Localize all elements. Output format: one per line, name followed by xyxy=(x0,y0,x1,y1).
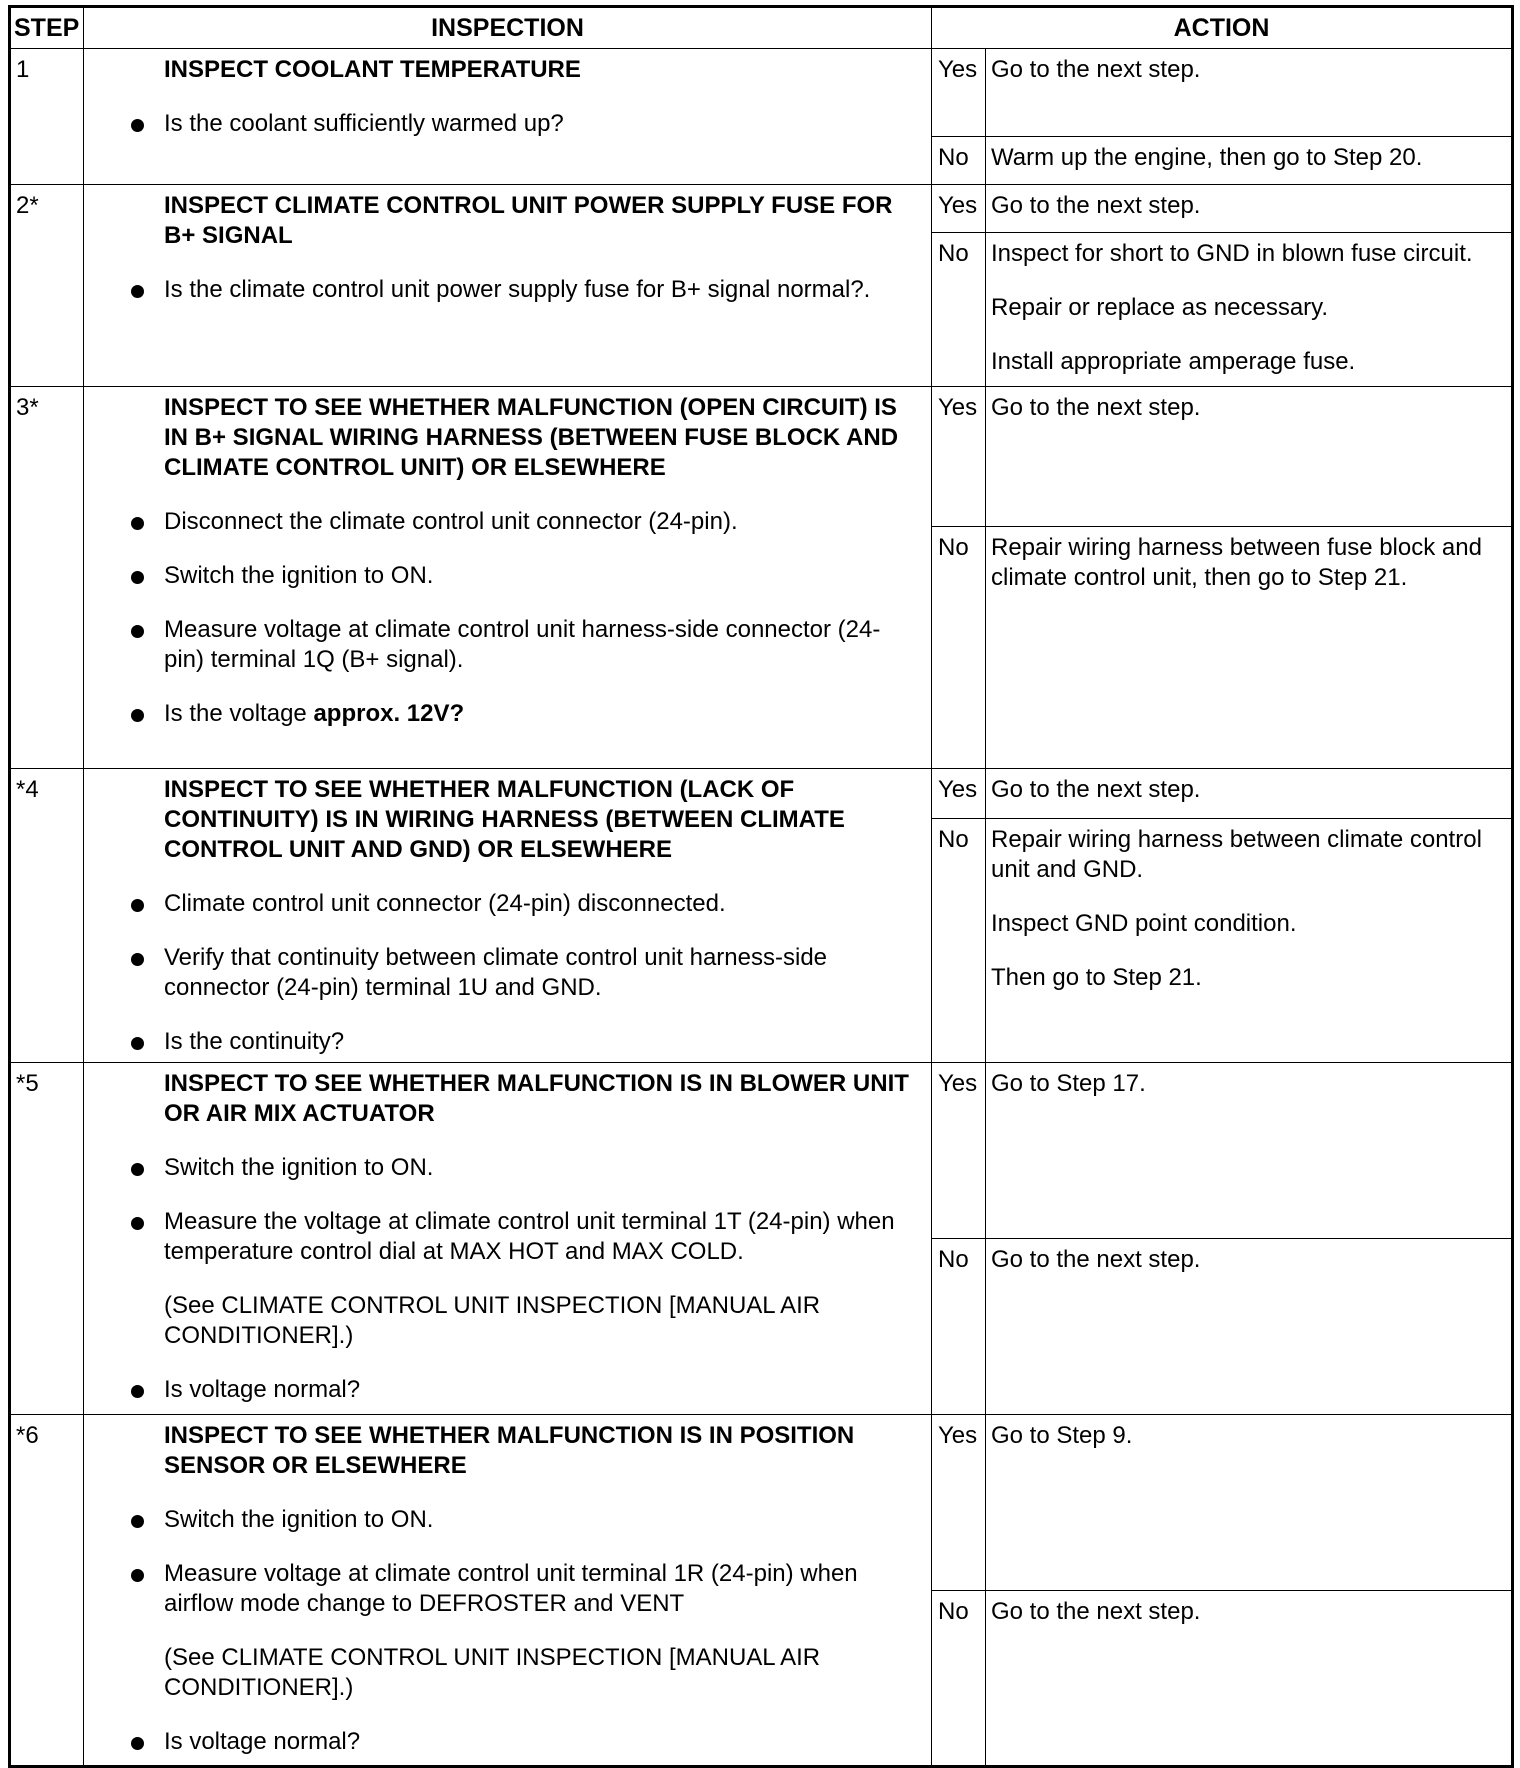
action-line: Then go to Step 21. xyxy=(991,964,1202,991)
header-row xyxy=(10,7,1513,49)
inspection-text: (See CLIMATE CONTROL UNIT INSPECTION [MANUAL AIR CONDITIONER].) xyxy=(164,1292,821,1349)
inspection-text: Is the voltage xyxy=(164,700,314,727)
inspection-bullet xyxy=(84,275,911,305)
yes-label: Yes xyxy=(932,769,986,819)
inspection-bullet xyxy=(84,1505,911,1535)
inspection-bullet xyxy=(84,889,911,919)
inspection-text: Is voltage normal? xyxy=(164,1728,361,1755)
yes-action xyxy=(986,1415,1513,1591)
yes-label: Yes xyxy=(932,1063,986,1239)
inspection-bullet xyxy=(84,1027,911,1057)
inspection-text: Is the climate control unit power supply fuse for B+ signal normal?. xyxy=(164,276,871,303)
inspection-bullet xyxy=(84,507,911,537)
no-label: No xyxy=(932,1239,986,1415)
step-row xyxy=(10,387,1513,527)
inspection-text: Is the coolant sufficiently warmed up? xyxy=(164,110,564,137)
action-line: Inspect for short to GND in blown fuse circuit. xyxy=(991,240,1473,267)
diagnostic-procedure-table xyxy=(8,5,1514,1768)
yes-action xyxy=(986,387,1513,527)
action-line: Go to the next step. xyxy=(991,56,1201,83)
inspection-title: INSPECT TO SEE WHETHER MALFUNCTION IS IN POSITION SENSOR OR ELSEWHERE xyxy=(164,1422,855,1479)
inspection-cell xyxy=(84,185,932,387)
inspection-cell xyxy=(84,1415,932,1767)
inspection-text: Switch the ignition to ON. xyxy=(164,562,434,589)
action-line: Repair wiring harness between climate control unit and GND. xyxy=(991,826,1482,883)
yes-label: Yes xyxy=(932,185,986,233)
inspection-title: INSPECT TO SEE WHETHER MALFUNCTION (LACK OF CONTINUITY) IS IN WIRING HARNESS (BETWEEN CLIMATE CONTROL UNIT AND GND) OR ELSEWHERE xyxy=(164,776,845,863)
inspection-emphasis: approx. 12V? xyxy=(313,700,465,727)
action-line: Go to the next step. xyxy=(991,394,1201,421)
no-label: No xyxy=(932,1591,986,1767)
inspection-cell xyxy=(84,49,932,185)
header-step: STEP xyxy=(10,7,84,49)
inspection-bullet xyxy=(84,943,911,1003)
yes-label: Yes xyxy=(932,1415,986,1591)
step-number: *5 xyxy=(10,1063,84,1415)
step-row xyxy=(10,185,1513,233)
step-number: *4 xyxy=(10,769,84,1063)
inspection-text: Is voltage normal? xyxy=(164,1376,361,1403)
inspection-text: Is the continuity? xyxy=(164,1028,345,1055)
no-action xyxy=(986,1591,1513,1767)
no-label: No xyxy=(932,137,986,185)
inspection-text: Verify that continuity between climate control unit harness-side connector (24-pin) terminal 1U and GND. xyxy=(164,944,828,1001)
inspection-cell xyxy=(84,769,932,1063)
action-line: Go to the next step. xyxy=(991,776,1201,803)
inspection-bullet xyxy=(84,699,911,729)
yes-action xyxy=(986,49,1513,137)
yes-action xyxy=(986,1063,1513,1239)
yes-label: Yes xyxy=(932,49,986,137)
action-line: Repair wiring harness between fuse block and climate control unit, then go to Step 21. xyxy=(991,534,1482,591)
inspection-text: Disconnect the climate control unit connector (24-pin). xyxy=(164,508,738,535)
action-line: Go to Step 9. xyxy=(991,1422,1133,1449)
inspection-bullet xyxy=(84,561,911,591)
step-row xyxy=(10,1415,1513,1591)
yes-action xyxy=(986,769,1513,819)
action-line: Repair or replace as necessary. xyxy=(991,294,1329,321)
action-line: Go to the next step. xyxy=(991,1246,1201,1273)
inspection-text: Measure voltage at climate control unit terminal 1R (24-pin) when airflow mode change to DEFROSTER and VENT xyxy=(164,1560,858,1617)
action-line: Warm up the engine, then go to Step 20. xyxy=(991,144,1423,171)
action-line: Go to Step 17. xyxy=(991,1070,1146,1097)
step-row xyxy=(10,49,1513,137)
inspection-bullet xyxy=(84,1153,911,1183)
step-number: *6 xyxy=(10,1415,84,1767)
no-action xyxy=(986,233,1513,387)
yes-label: Yes xyxy=(932,387,986,527)
inspection-bullet xyxy=(84,1375,911,1405)
step-row xyxy=(10,1063,1513,1239)
inspection-text: (See CLIMATE CONTROL UNIT INSPECTION [MANUAL AIR CONDITIONER].) xyxy=(164,1644,821,1701)
inspection-text: Switch the ignition to ON. xyxy=(164,1154,434,1181)
step-number: 3* xyxy=(10,387,84,769)
header-action: ACTION xyxy=(932,7,1513,49)
action-line: Inspect GND point condition. xyxy=(991,910,1297,937)
no-label: No xyxy=(932,527,986,769)
inspection-note xyxy=(84,1291,911,1351)
inspection-cell xyxy=(84,387,932,769)
inspection-title: INSPECT COOLANT TEMPERATURE xyxy=(164,56,581,83)
action-line: Install appropriate amperage fuse. xyxy=(991,348,1356,375)
action-line: Go to the next step. xyxy=(991,192,1201,219)
inspection-title: INSPECT TO SEE WHETHER MALFUNCTION IS IN BLOWER UNIT OR AIR MIX ACTUATOR xyxy=(164,1070,909,1127)
inspection-note xyxy=(84,1643,911,1703)
no-action xyxy=(986,137,1513,185)
no-label: No xyxy=(932,819,986,1063)
header-inspection: INSPECTION xyxy=(84,7,932,49)
inspection-text: Climate control unit connector (24-pin) disconnected. xyxy=(164,890,726,917)
no-action xyxy=(986,527,1513,769)
inspection-bullet xyxy=(84,615,911,675)
step-number: 2* xyxy=(10,185,84,387)
inspection-text: Measure the voltage at climate control unit terminal 1T (24-pin) when temperature control dial at MAX HOT and MAX COLD. xyxy=(164,1208,895,1265)
inspection-bullet xyxy=(84,1559,911,1619)
inspection-cell xyxy=(84,1063,932,1415)
inspection-text: Switch the ignition to ON. xyxy=(164,1506,434,1533)
inspection-text: Measure voltage at climate control unit harness-side connector (24-pin) terminal 1Q (B+ signal). xyxy=(164,616,881,673)
step-number: 1 xyxy=(10,49,84,185)
no-action xyxy=(986,1239,1513,1415)
inspection-bullet xyxy=(84,1207,911,1267)
inspection-bullet xyxy=(84,109,911,139)
no-action xyxy=(986,819,1513,1063)
action-line: Go to the next step. xyxy=(991,1598,1201,1625)
step-row xyxy=(10,769,1513,819)
inspection-title: INSPECT TO SEE WHETHER MALFUNCTION (OPEN CIRCUIT) IS IN B+ SIGNAL WIRING HARNESS (BETWEEN FUSE BLOCK AND CLIMATE CONTROL UNIT) OR ELSEWHERE xyxy=(164,394,899,481)
no-label: No xyxy=(932,233,986,387)
inspection-title: INSPECT CLIMATE CONTROL UNIT POWER SUPPLY FUSE FOR B+ SIGNAL xyxy=(164,192,893,249)
yes-action xyxy=(986,185,1513,233)
